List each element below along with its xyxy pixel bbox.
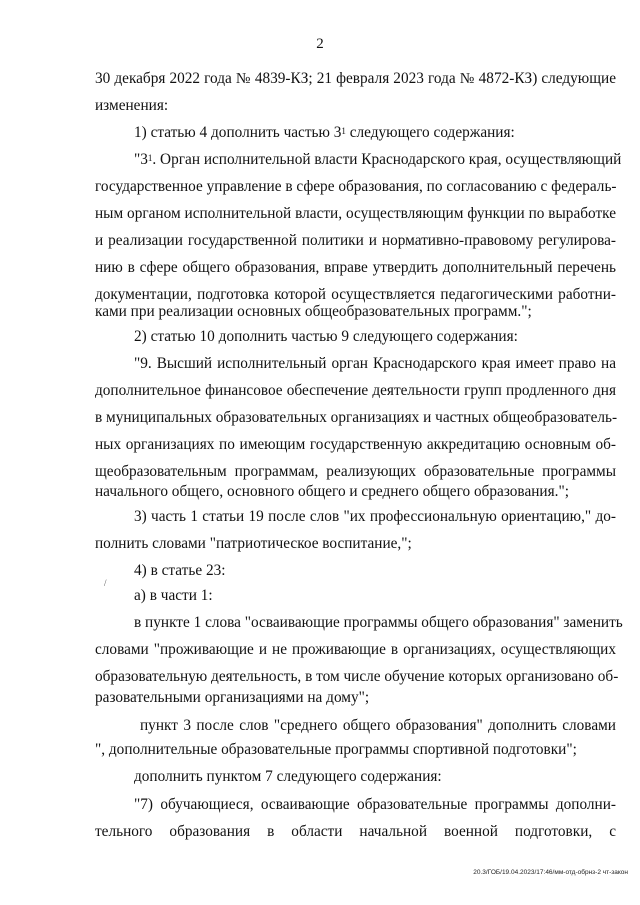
text-line: и реализации государственной политики и нормативно-правовому регулирова- [95,232,616,249]
line-text: . Орган исполнительной власти Краснодарского края, осуществляющий [152,151,622,168]
text-line: ками при реализации основных общеобразовательных программ."; [95,303,532,320]
text-line: ным органом исполнительной власти, осуществляющим функции по выработке [95,205,616,222]
text-line: пункт 3 после слов "среднего общего образования" дополнить словами [140,717,616,734]
page-number: 2 [316,36,324,52]
text-line: полнить словами "патриотическое воспитание,"; [95,535,412,552]
superscript: 1 [147,153,153,163]
text-line: а) в части 1: [134,587,213,604]
text-line: "9. Высший исполнительный орган Краснодарского края имеет право на [134,355,616,372]
text-line [134,150,622,170]
superscript: 1 [341,126,346,136]
text-line: 30 декабря 2022 года № 4839-КЗ; 21 февраля 2023 года № 4872-КЗ) следующие [95,70,616,87]
text-line: разовательными организациями на дому"; [95,689,370,706]
text-line: нию в сфере общего образования, вправе утвердить дополнительный перечень [95,259,616,276]
text-line: дополнительное финансовое обеспечение деятельности групп продленного дня [95,382,616,399]
footer-code: 20.3/ГОБ/19.04.2023/17:46/мм-отд-обрнз-2 чт-закон [473,869,628,876]
text-line: щеобразовательным программам, реализующих образовательные программы [95,463,616,480]
text-line: государственное управление в сфере образования, по согласованию с федераль- [95,178,617,195]
text-line [134,123,616,143]
text-line: "7) обучающиеся, осваивающие образовательные программы дополни- [134,796,616,813]
text-line: в пункте 1 слова "осваивающие программы общего образования" заменить [134,614,623,631]
text-line: в муниципальных образовательных организациях и частных общеобразователь- [95,409,618,426]
text-line: ных организациях по имеющим государственную аккредитацию основным об- [95,436,616,453]
text-line: 4) в статье 23: [134,562,226,579]
text-line: начального общего, основного общего и среднего общего образования."; [95,483,569,500]
text-line: 3) часть 1 статьи 19 после слов "их профессиональную ориентацию," до- [134,508,616,525]
line-text: "3 [134,151,148,168]
text-line: дополнить пунктом 7 следующего содержания: [134,768,442,785]
stray-mark: / [104,578,107,588]
text-line: ", дополнительные образовательные программы спортивной подготовки"; [95,741,577,758]
text-line: словами "проживающие и не проживающие в организациях, осуществляющих [95,641,616,658]
text-line: образовательную деятельность, в том числе обучение которых организовано об- [95,668,619,685]
text-line: изменения: [95,97,169,114]
line-text: следующего содержания: [345,124,515,141]
line-text: 1) статью 4 дополнить частью 3 [134,124,342,141]
text-line: документации, подготовка которой осуществляется педагогическими работни- [95,286,616,303]
text-line: 2) статью 10 дополнить частью 9 следующего содержания: [134,328,518,345]
text-line: тельного образования в области начальной военной подготовки, с [95,823,616,840]
